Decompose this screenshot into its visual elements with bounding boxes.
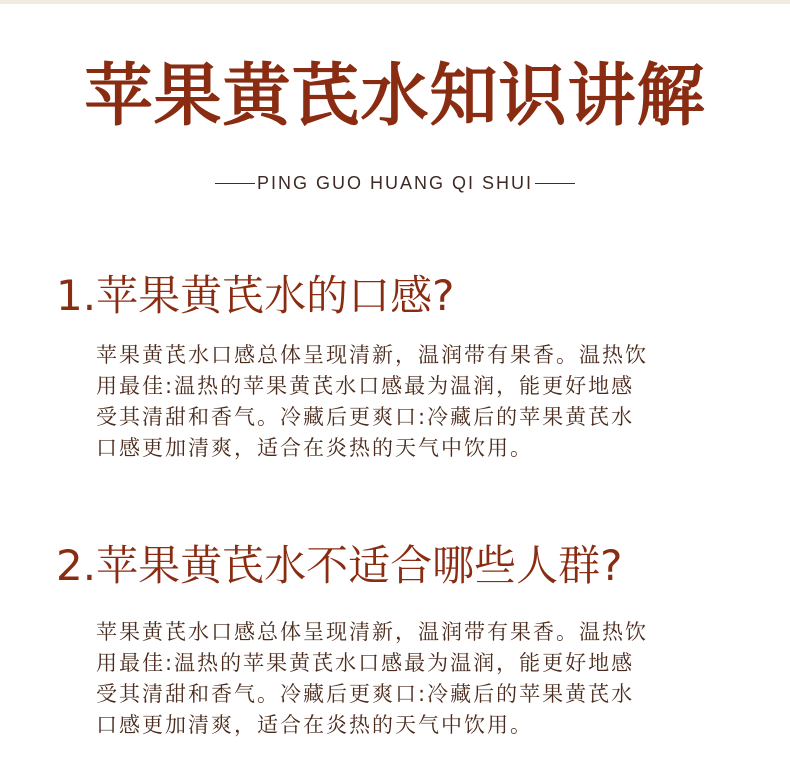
section-2-line: 口感更加清爽，适合在炎热的天气中饮用。 xyxy=(96,713,533,737)
section-2-line: 苹果黄芪水口感总体呈现清新，温润带有果香。温热饮 xyxy=(96,620,648,644)
page-title: 苹果黄芪水知识讲解 xyxy=(84,57,706,136)
section-body-2 xyxy=(96,617,726,741)
subtitle-rule-left xyxy=(215,183,255,184)
section-2-line: 受其清甜和香气。冷藏后更爽口:冷藏后的苹果黄芪水 xyxy=(96,682,635,706)
subtitle-row xyxy=(0,170,790,196)
subtitle-rule-right xyxy=(535,183,575,184)
section-1-line: 口感更加清爽，适合在炎热的天气中饮用。 xyxy=(96,436,533,460)
section-body-1 xyxy=(96,340,726,464)
subtitle: PING GUO HUANG QI SHUI xyxy=(256,172,534,193)
top-decorative-band xyxy=(0,0,790,4)
section-1-line: 受其清甜和香气。冷藏后更爽口:冷藏后的苹果黄芪水 xyxy=(96,405,635,429)
section-2-line: 用最佳:温热的苹果黄芪水口感最为温润，能更好地感 xyxy=(96,651,635,675)
section-1-line: 苹果黄芪水口感总体呈现清新，温润带有果香。温热饮 xyxy=(96,343,648,367)
section-heading-2: 2.苹果黄芪水不适合哪些人群? xyxy=(56,541,623,590)
section-1-line: 用最佳:温热的苹果黄芪水口感最为温润，能更好地感 xyxy=(96,374,635,398)
section-heading-1: 1.苹果黄芪水的口感? xyxy=(56,271,455,320)
